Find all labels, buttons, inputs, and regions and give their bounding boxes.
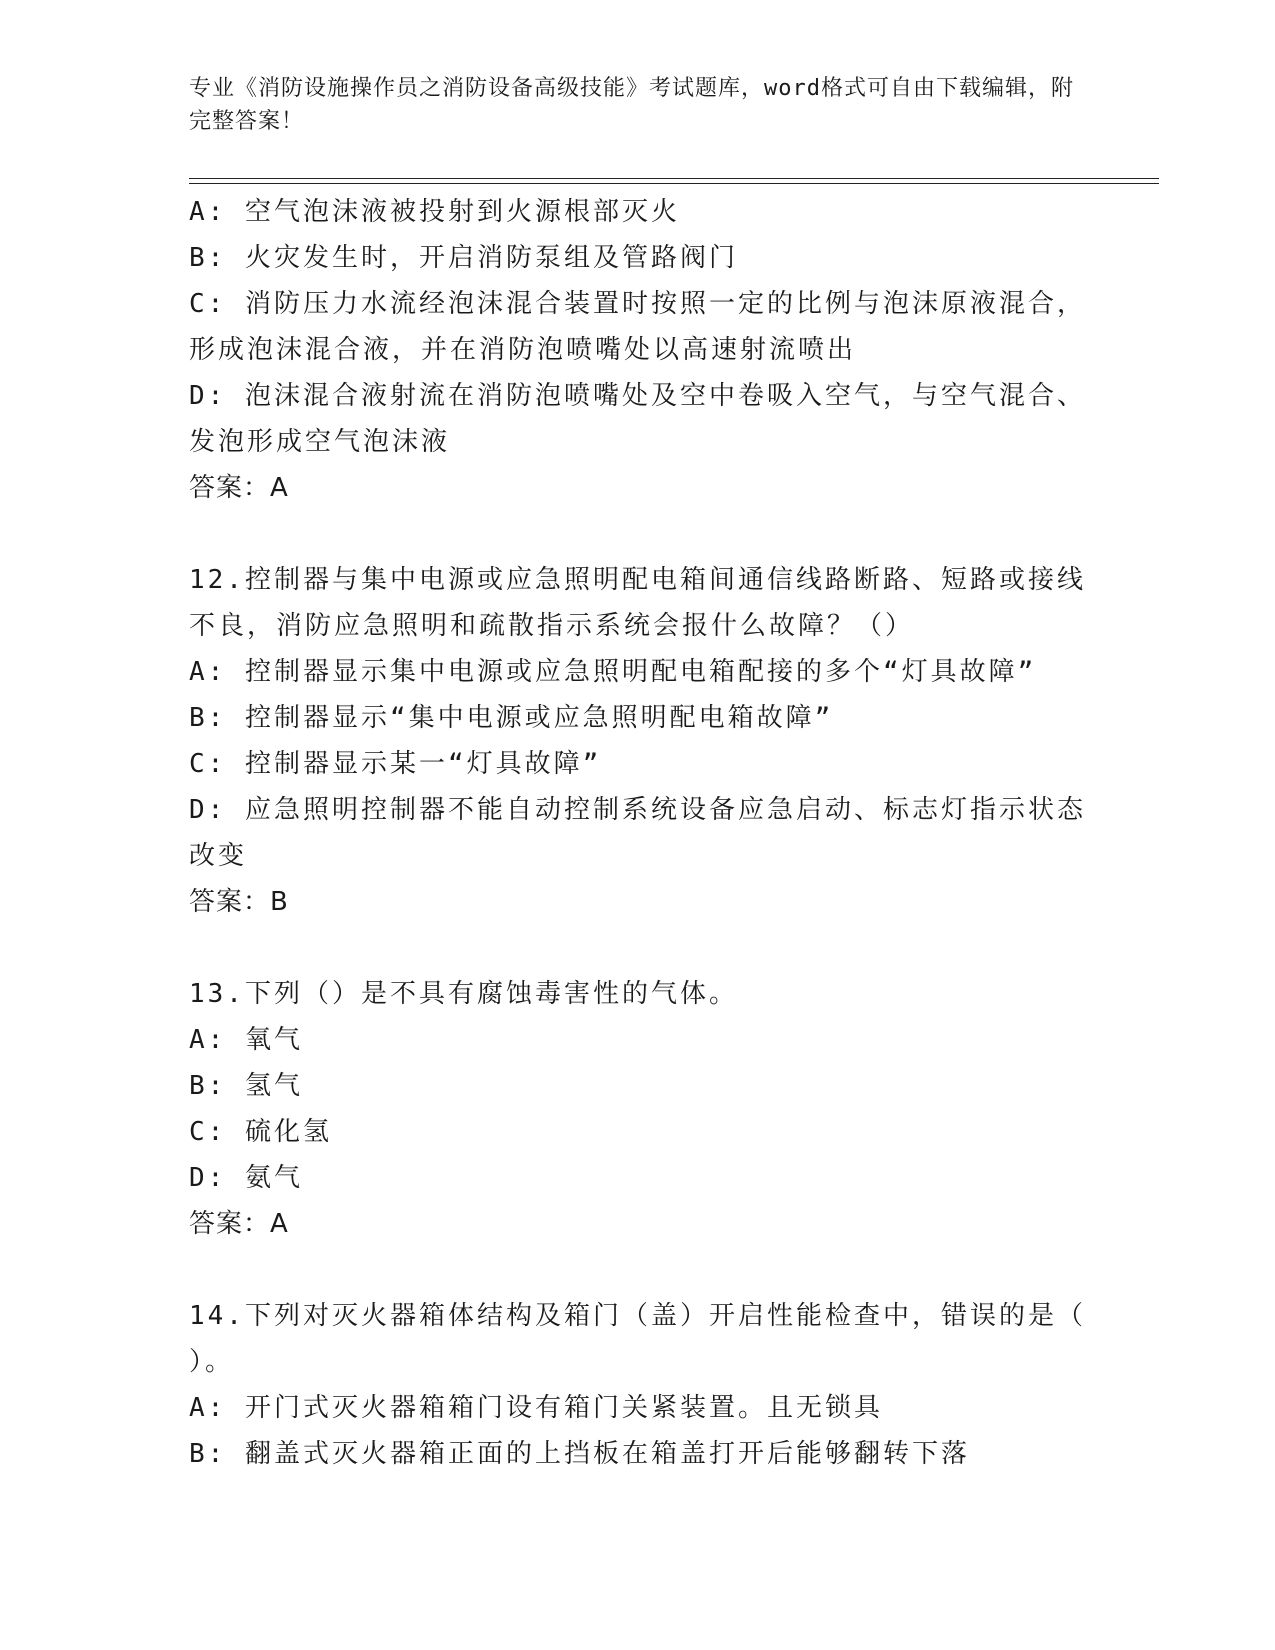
option-a: A: 空气泡沫液被投射到火源根部灭火 (189, 197, 680, 227)
question-stem-continued: 不良，消防应急照明和疏散指示系统会报什么故障？（） (189, 611, 915, 641)
option-b: B: 翻盖式灭火器箱正面的上挡板在箱盖打开后能够翻转下落 (189, 1439, 970, 1469)
question-stem-continued: ）。 (189, 1347, 235, 1377)
spacer (189, 511, 1089, 557)
question-stem: 12.控制器与集中电源或应急照明配电箱间通信线路断路、短路或接线 (189, 565, 1086, 595)
option-c: C: 硫化氢 (189, 1117, 332, 1147)
question-12-block (189, 557, 1089, 925)
option-d: D: 泡沫混合液射流在消防泡喷嘴处及空中卷吸入空气，与空气混合、 (189, 381, 1086, 411)
option-b: B: 氢气 (189, 1071, 303, 1101)
option-b: B: 控制器显示“集中电源或应急照明配电箱故障” (189, 703, 834, 733)
answer-label: 答案：A (189, 1209, 289, 1239)
option-c: C: 控制器显示某一“灯具故障” (189, 749, 602, 779)
answer-label: 答案：A (189, 473, 289, 503)
question-13-block (189, 971, 1089, 1247)
option-c-continued: 形成泡沫混合液，并在消防泡喷嘴处以高速射流喷出 (189, 335, 857, 365)
option-d-continued: 发泡形成空气泡沫液 (189, 427, 451, 457)
question-stem: 13.下列（）是不具有腐蚀毒害性的气体。 (189, 979, 738, 1009)
option-a: A: 开门式灭火器箱箱门设有箱门关紧装置。且无锁具 (189, 1393, 883, 1423)
option-c: C: 消防压力水流经泡沫混合装置时按照一定的比例与泡沫原液混合， (189, 289, 1086, 319)
option-b: B: 火灾发生时，开启消防泵组及管路阀门 (189, 243, 738, 273)
option-d-continued: 改变 (189, 841, 248, 871)
spacer (189, 1247, 1089, 1293)
option-d: D: 氨气 (189, 1163, 303, 1193)
document-header: 专业《消防设施操作员之消防设备高级技能》考试题库，word格式可自由下载编辑，附完整答案！ (189, 76, 1074, 134)
question-list (189, 189, 1089, 1477)
option-a: A: 氧气 (189, 1025, 303, 1055)
question-stem: 14.下列对灭火器箱体结构及箱门（盖）开启性能检查中，错误的是（ (189, 1301, 1086, 1331)
answer-label: 答案：B (189, 887, 289, 917)
spacer (189, 925, 1089, 971)
header-rule-top (189, 178, 1159, 179)
header-rule-bottom (189, 183, 1159, 184)
question-11-block (189, 189, 1089, 511)
option-d: D: 应急照明控制器不能自动控制系统设备应急启动、标志灯指示状态 (189, 795, 1086, 825)
question-14-block (189, 1293, 1089, 1477)
option-a: A: 控制器显示集中电源或应急照明配电箱配接的多个“灯具故障” (189, 657, 1037, 687)
